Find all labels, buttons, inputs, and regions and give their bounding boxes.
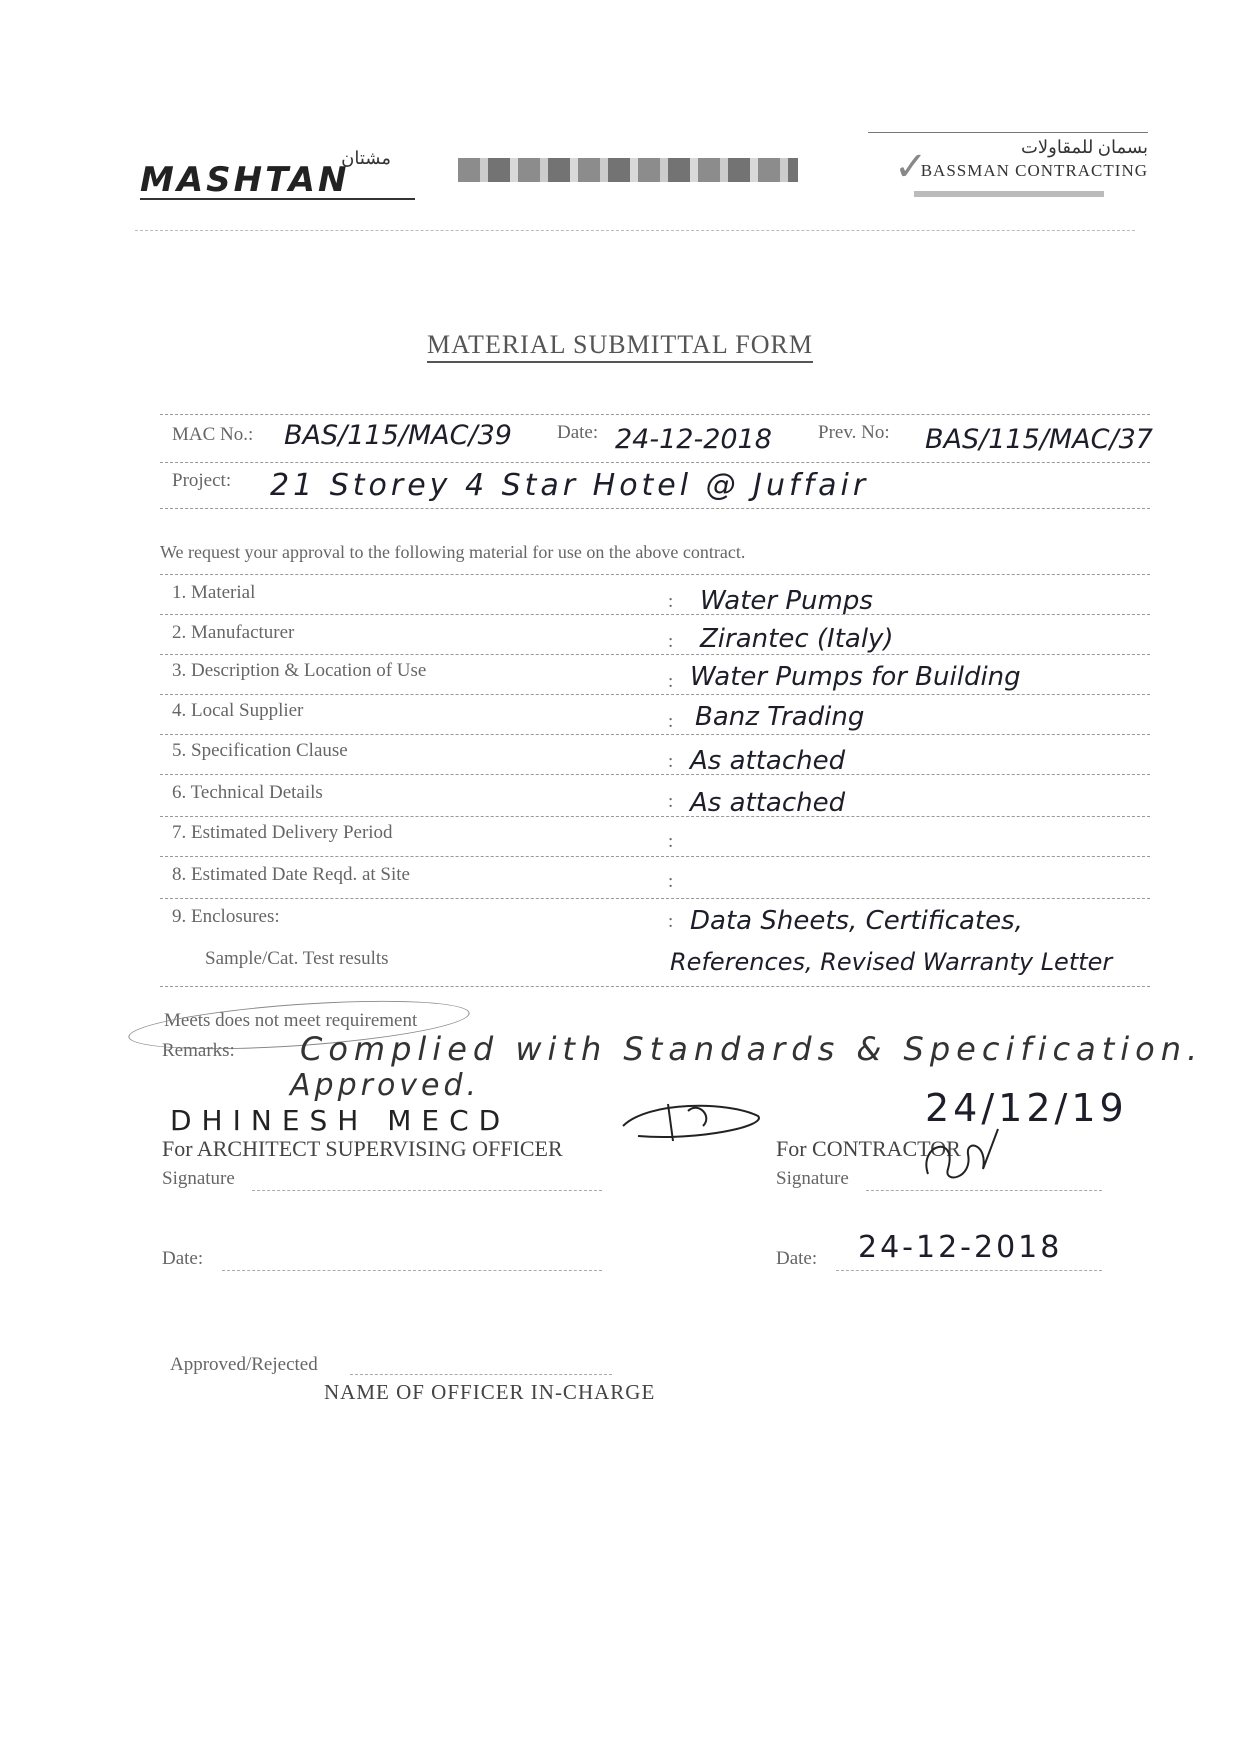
item-material-value: Water Pumps (700, 586, 873, 616)
bassman-logo-text: BASSMAN CONTRACTING (920, 161, 1148, 180)
project-value: 21 Storey 4 Star Hotel @ Juffair (270, 468, 870, 503)
bassman-mark-icon: ✓ (894, 144, 928, 189)
divider (160, 574, 1150, 575)
date-value: 24-12-2018 (615, 424, 772, 455)
architect-name-handwritten: DHINESH MECD (170, 1104, 511, 1137)
divider (160, 774, 1150, 775)
divider (160, 614, 1150, 615)
form-title-text: MATERIAL SUBMITTAL FORM (427, 330, 813, 363)
architect-label: For ARCHITECT SUPERVISING OFFICER (162, 1136, 563, 1161)
colon-column: : : : : : : : : : (668, 591, 674, 932)
item-manufacturer-label: 2. Manufacturer (172, 622, 295, 643)
item-description-value: Water Pumps for Building (690, 662, 1021, 692)
contractor-date-handwritten: 24/12/19 (925, 1086, 1128, 1130)
header-divider (135, 230, 1135, 231)
divider (160, 986, 1150, 987)
logo-underline (140, 198, 415, 200)
date-label: Date: (557, 422, 599, 443)
contractor-date-value: 24-12-2018 (858, 1230, 1063, 1265)
item-sample-label: Sample/Cat. Test results (205, 948, 389, 969)
item-spec-value: As attached (690, 746, 846, 776)
item-description-label: 3. Description & Location of Use (172, 660, 427, 681)
mashtan-logo-text: MASHTAN (140, 160, 350, 200)
architect-signature-scribble (618, 1096, 768, 1146)
meets-requirement-label: Meets does not meet requirement (164, 1010, 418, 1031)
divider (160, 816, 1150, 817)
divider (160, 654, 1150, 655)
contractor-signature-line (866, 1190, 1102, 1191)
contractor-date-line (836, 1270, 1102, 1271)
divider (160, 856, 1150, 857)
item-enclosures-label: 9. Enclosures: (172, 906, 280, 927)
officer-in-charge-label: NAME OF OFFICER IN-CHARGE (324, 1380, 656, 1404)
divider (160, 694, 1150, 695)
prev-value: BAS/115/MAC/37 (925, 424, 1153, 455)
item-date-reqd-label: 8. Estimated Date Reqd. at Site (172, 864, 410, 885)
item-manufacturer-value: Zirantec (Italy) (700, 624, 894, 654)
divider (160, 508, 1150, 509)
approved-line (350, 1374, 612, 1375)
approved-rejected-label: Approved/Rejected (170, 1354, 318, 1375)
mac-value: BAS/115/MAC/39 (284, 420, 512, 451)
architect-signature-label: Signature (162, 1168, 235, 1189)
item-supplier-value: Banz Trading (695, 702, 865, 732)
architect-date-line (222, 1270, 602, 1271)
contractor-label: For CONTRACTOR (776, 1136, 961, 1161)
contractor-date-label: Date: (776, 1248, 818, 1269)
item-technical-value: As attached (690, 788, 846, 818)
divider (160, 734, 1150, 735)
item-sample-value: References, Revised Warranty Letter (670, 948, 1113, 976)
item-technical-label: 6. Technical Details (172, 782, 323, 803)
blurred-logo (458, 158, 798, 182)
prev-label: Prev. No: (818, 422, 890, 443)
contractor-signature-label: Signature (776, 1168, 849, 1189)
remarks-line2: Approved. (290, 1068, 481, 1103)
item-delivery-label: 7. Estimated Delivery Period (172, 822, 393, 843)
architect-date-label: Date: (162, 1248, 204, 1269)
intro-text: We request your approval to the following material for use on the above contract. (160, 542, 746, 562)
form-title (0, 330, 1240, 360)
item-spec-label: 5. Specification Clause (172, 740, 348, 761)
architect-signature-line (252, 1190, 602, 1191)
bassman-logo (868, 132, 1148, 203)
mashtan-arabic-text: مشتان (341, 148, 391, 168)
contractor-signature-scribble (918, 1124, 1008, 1194)
item-supplier-label: 4. Local Supplier (172, 700, 304, 721)
remarks-label: Remarks: (162, 1040, 235, 1061)
mac-label: MAC No.: (172, 424, 254, 445)
bassman-arabic-text: بسمان للمقاولات (1020, 137, 1148, 157)
item-material-label: 1. Material (172, 582, 256, 603)
item-enclosures-value: Data Sheets, Certificates, (690, 906, 1023, 936)
logo-bar (914, 191, 1104, 197)
remarks-line1: Complied with Standards & Specification. (300, 1030, 1204, 1068)
mashtan-logo (140, 148, 415, 200)
project-label: Project: (172, 470, 232, 491)
divider (160, 898, 1150, 899)
divider (160, 414, 1150, 415)
divider (160, 462, 1150, 463)
